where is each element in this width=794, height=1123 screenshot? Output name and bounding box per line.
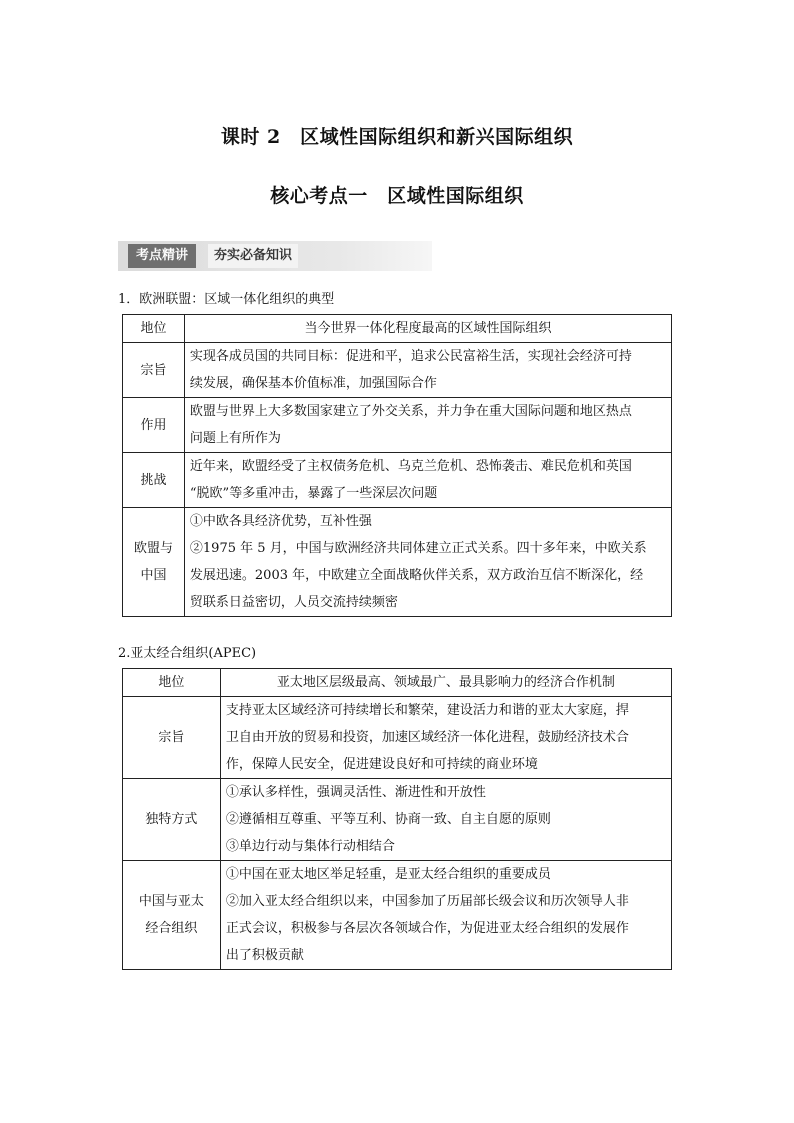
eu-content-role: 欧盟与世界上大多数国家建立了外交关系，并力争在重大国际问题和地区热点 问题上有所作为 <box>184 398 671 453</box>
apec-label-china: 中国与亚太 经合组织 <box>123 861 221 970</box>
table-row <box>123 453 672 508</box>
banner-tag: 考点精讲 <box>128 244 196 268</box>
eu-table <box>122 314 672 617</box>
apec-label-approach: 独特方式 <box>123 779 221 861</box>
table-row <box>123 398 672 453</box>
apec-content-status: 亚太地区层级最高、领域最广、最具影响力的经济合作机制 <box>220 669 671 697</box>
table-row <box>123 697 672 779</box>
eu-content-status: 当今世界一体化程度最高的区域性国际组织 <box>184 315 671 343</box>
eu-label-china: 欧盟与 中国 <box>123 508 185 617</box>
apec-label-purpose: 宗旨 <box>123 697 221 779</box>
section-banner <box>118 241 432 271</box>
eu-label-purpose: 宗旨 <box>123 343 185 398</box>
eu-label-status: 地位 <box>123 315 185 343</box>
banner-subtitle: 夯实必备知识 <box>208 244 298 268</box>
page-title: 课时 2 区域性国际组织和新兴国际组织 <box>220 126 574 148</box>
apec-table <box>122 668 672 970</box>
eu-label-challenge: 挑战 <box>123 453 185 508</box>
table-row <box>123 343 672 398</box>
apec-content-approach: ①承认多样性，强调灵活性、渐进性和开放性 ②遵循相互尊重、平等互利、协商一致、自主自愿的原则 ③单边行动与集体行动相结合 <box>220 779 671 861</box>
eu-content-challenge: 近年来，欧盟经受了主权债务危机、乌克兰危机、恐怖袭击、难民危机和英国 “脱欧”等多重冲击，暴露了一些深层次问题 <box>184 453 671 508</box>
eu-label-role: 作用 <box>123 398 185 453</box>
section-title: 核心考点一 区域性国际组织 <box>270 185 524 207</box>
table-row <box>123 669 672 697</box>
table-row <box>123 779 672 861</box>
apec-content-purpose: 支持亚太区域经济可持续增长和繁荣，建设活力和谐的亚太大家庭，捍 卫自由开放的贸易和投资，加速区域经济一体化进程，鼓励经济技术合 作，保障人民安全，促进建设良好和可持续的商业环境 <box>220 697 671 779</box>
apec-content-china: ①中国在亚太地区举足轻重，是亚太经合组织的重要成员 ②加入亚太经合组织以来，中国参加了历届部长级会议和历次领导人非 正式会议，积极参与各层次各领域合作，为促进亚太经合组织的发展作 出了积极贡献 <box>220 861 671 970</box>
eu-heading: 1．欧洲联盟：区域一体化组织的典型 <box>118 292 335 307</box>
eu-content-china: ①中欧各具经济优势，互补性强 ②1975 年 5 月，中国与欧洲经济共同体建立正式关系。四十多年来，中欧关系 发展迅速。2003 年，中欧建立全面战略伙伴关系，双方政治互信不断深化，经 贸联系日益密切，人员交流持续频密 <box>184 508 671 617</box>
apec-heading: 2.亚太经合组织(APEC) <box>118 646 257 661</box>
table-row <box>123 508 672 617</box>
apec-label-status: 地位 <box>123 669 221 697</box>
eu-content-purpose: 实现各成员国的共同目标：促进和平，追求公民富裕生活，实现社会经济可持 续发展，确保基本价值标准，加强国际合作 <box>184 343 671 398</box>
table-row <box>123 315 672 343</box>
table-row <box>123 861 672 970</box>
